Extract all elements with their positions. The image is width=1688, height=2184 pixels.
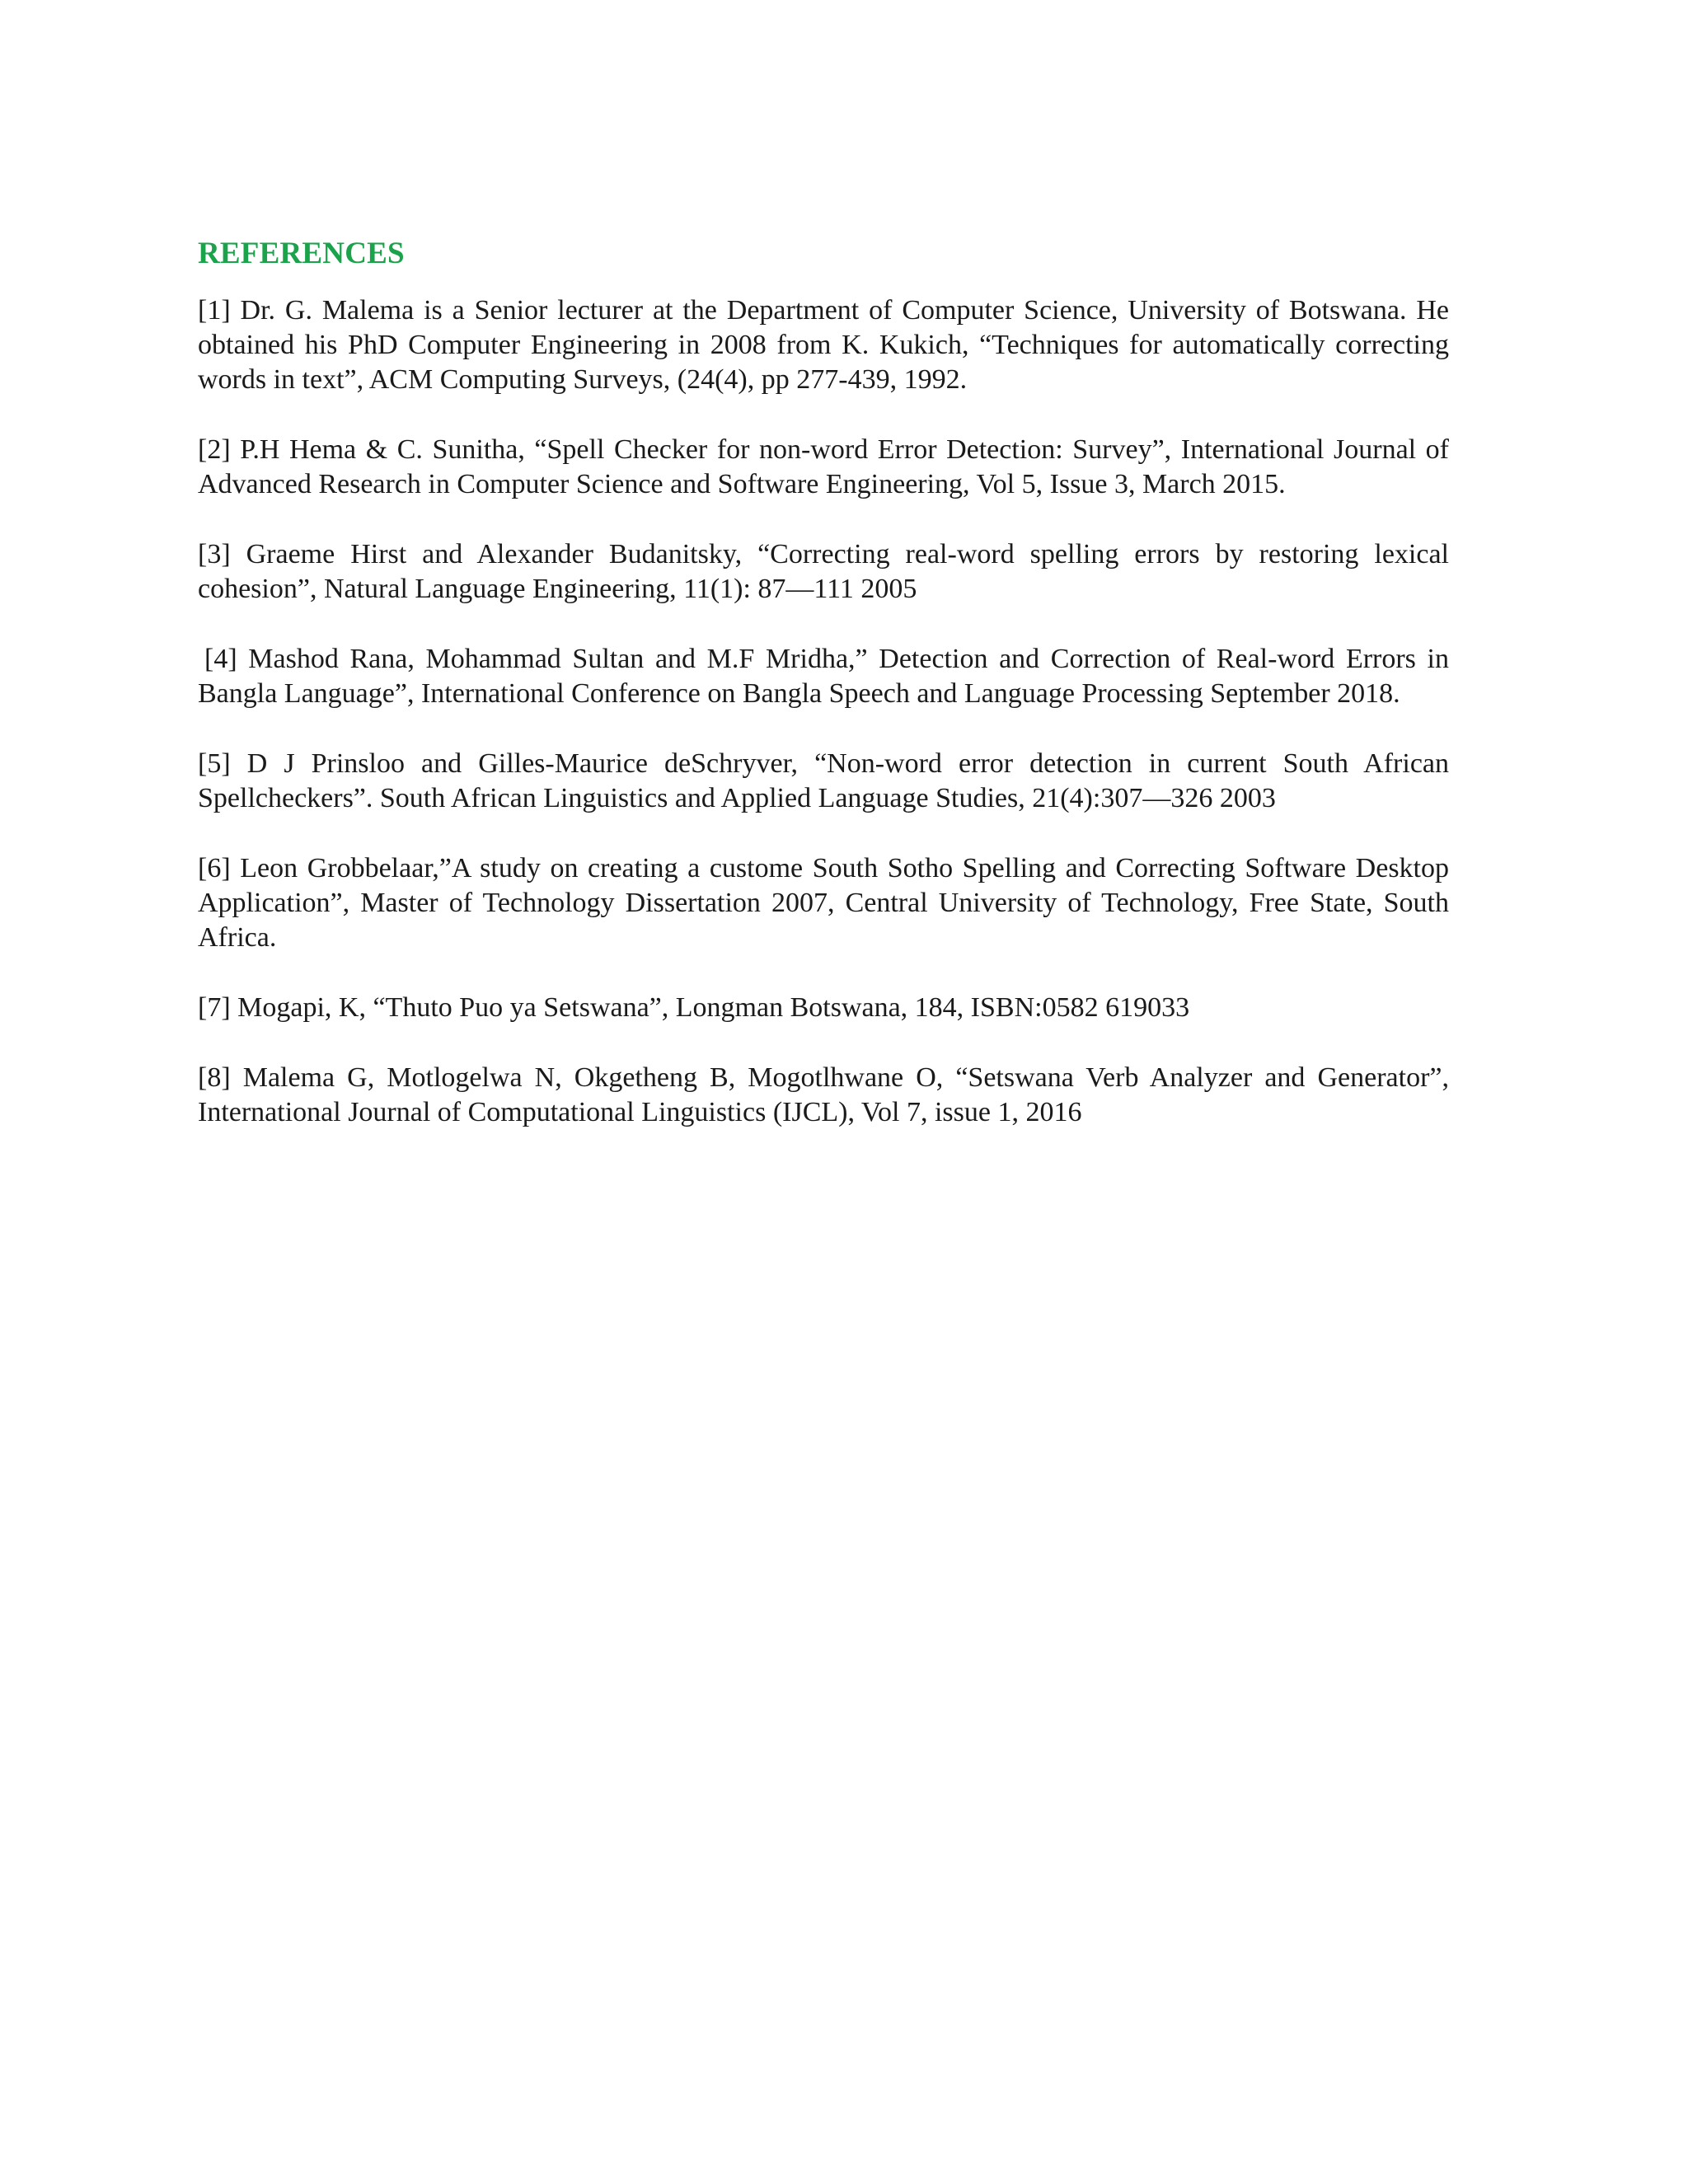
reference-item-5: [5] D J Prinsloo and Gilles-Maurice deSchryver, “Non-word error detection in current South African Spellcheckers”. South African Linguistics and Applied Language Studies, 21(4):307—326 2003 [198,748,1449,813]
references-section [198,229,1449,1165]
reference-item-4: [4] Mashod Rana, Mohammad Sultan and M.F Mridha,” Detection and Correction of Real-word Errors in Bangla Language”, International Conference on Bangla Speech and Language Processing September 2018. [198,644,1449,709]
reference-item-3: [3] Graeme Hirst and Alexander Budanitsky, “Correcting real-word spelling errors by restoring lexical cohesion”, Natural Language Engineering, 11(1): 87—111 2005 [198,539,1449,604]
reference-item-6: [6] Leon Grobbelaar,”A study on creating a custome South Sotho Spelling and Correcting Software Desktop Application”, Master of Technology Dissertation 2007, Central University of Technology, Free State, South Africa. [198,853,1449,953]
reference-list [198,293,1449,1130]
reference-item-1: [1] Dr. G. Malema is a Senior lecturer at the Department of Computer Science, University of Botswana. He obtained his PhD Computer Engineering in 2008 from K. Kukich, “Techniques for automatically correcting words in text”, ACM Computing Surveys, (24(4), pp 277-439, 1992. [198,295,1449,395]
reference-item-8: [8] Malema G, Motlogelwa N, Okgetheng B, Mogotlhwane O, “Setswana Verb Analyzer and Generator”, International Journal of Computational Linguistics (IJCL), Vol 7, issue 1, 2016 [198,1062,1449,1127]
references-heading: REFERENCES [198,237,405,270]
reference-item-2: [2] P.H Hema & C. Sunitha, “Spell Checker for non-word Error Detection: Survey”, International Journal of Advanced Research in Computer Science and Software Engineering, Vol 5, Issue 3, March 2015. [198,434,1449,499]
reference-item-7: [7] Mogapi, K, “Thuto Puo ya Setswana”, Longman Botswana, 184, ISBN:0582 619033 [198,992,1190,1023]
